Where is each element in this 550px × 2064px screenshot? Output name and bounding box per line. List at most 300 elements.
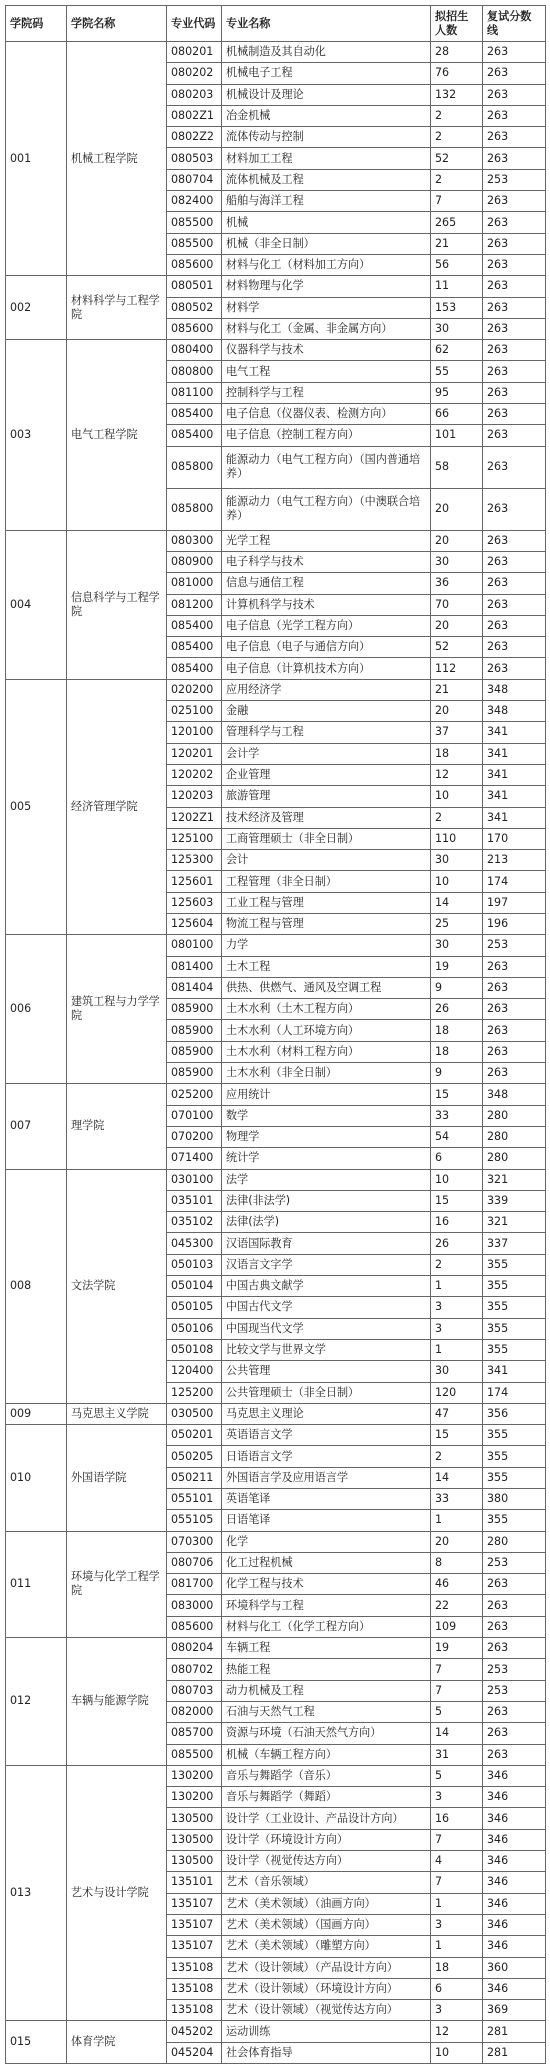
enrollment-cell: 2 [431, 1446, 483, 1467]
major-name-cell: 车辆工程 [222, 1638, 431, 1659]
cutoff-score-cell: 263 [483, 1041, 546, 1062]
major-name-cell: 热能工程 [222, 1659, 431, 1680]
major-name-cell: 金融 [222, 701, 431, 722]
major-code-cell: 125200 [167, 1382, 222, 1403]
major-name-cell: 旅游管理 [222, 786, 431, 807]
enrollment-cell: 6 [431, 1148, 483, 1169]
major-code-cell: 080204 [167, 1638, 222, 1659]
enrollment-cell: 12 [431, 2021, 483, 2042]
enrollment-cell: 52 [431, 637, 483, 658]
header-college-code: 学院码 [6, 6, 67, 42]
major-name-cell: 日语语言文学 [222, 1446, 431, 1467]
cutoff-score-cell: 263 [483, 594, 546, 615]
major-code-cell: 085500 [167, 1744, 222, 1765]
major-code-cell: 135108 [167, 1978, 222, 1999]
major-code-cell: 085900 [167, 999, 222, 1020]
table-row [6, 935, 546, 956]
cutoff-score-cell: 263 [483, 191, 546, 212]
major-code-cell: 135107 [167, 1914, 222, 1935]
enrollment-cell: 30 [431, 1361, 483, 1382]
major-name-cell: 中国古典文献学 [222, 1276, 431, 1297]
enrollment-cell: 1 [431, 1276, 483, 1297]
cutoff-score-cell: 263 [483, 1638, 546, 1659]
major-name-cell: 工程管理（非全日制） [222, 871, 431, 892]
major-code-cell: 085700 [167, 1723, 222, 1744]
enrollment-cell: 132 [431, 84, 483, 105]
major-name-cell: 运动训练 [222, 2021, 431, 2042]
cutoff-score-cell: 346 [483, 1936, 546, 1957]
major-name-cell: 机械（非全日制） [222, 233, 431, 254]
table-row [6, 276, 546, 297]
cutoff-score-cell: 280 [483, 1105, 546, 1126]
college-code-cell: 009 [6, 1403, 67, 1424]
enrollment-cell: 20 [431, 488, 483, 530]
cutoff-score-cell: 263 [483, 1616, 546, 1637]
major-code-cell: 080706 [167, 1552, 222, 1573]
major-name-cell: 能源动力（电气工程方向）（中澳联合培养） [222, 488, 431, 530]
enrollment-cell: 62 [431, 340, 483, 361]
cutoff-score-cell: 174 [483, 1382, 546, 1403]
cutoff-score-cell: 263 [483, 1744, 546, 1765]
cutoff-score-cell: 341 [483, 786, 546, 807]
major-code-cell: 081404 [167, 977, 222, 998]
major-code-cell: 080300 [167, 530, 222, 551]
major-name-cell: 光学工程 [222, 530, 431, 551]
major-name-cell: 艺术（设计领域）（视觉传达方向） [222, 2000, 431, 2021]
major-code-cell: 082400 [167, 191, 222, 212]
major-code-cell: 125601 [167, 871, 222, 892]
cutoff-score-cell: 346 [483, 1978, 546, 1999]
enrollment-cell: 36 [431, 573, 483, 594]
cutoff-score-cell: 356 [483, 1403, 546, 1424]
enrollment-cell: 10 [431, 871, 483, 892]
cutoff-score-cell: 355 [483, 1276, 546, 1297]
major-code-cell: 050104 [167, 1276, 222, 1297]
enrollment-cell: 76 [431, 63, 483, 84]
enrollment-cell: 5 [431, 1765, 483, 1786]
enrollment-cell: 120 [431, 1382, 483, 1403]
cutoff-score-cell: 263 [483, 212, 546, 233]
major-code-cell: 081400 [167, 956, 222, 977]
enrollment-cell: 30 [431, 850, 483, 871]
enrollment-cell: 110 [431, 828, 483, 849]
major-name-cell: 设计学（工业设计、产品设计方向） [222, 1808, 431, 1829]
cutoff-score-cell: 253 [483, 1659, 546, 1680]
cutoff-score-cell: 263 [483, 276, 546, 297]
cutoff-score-cell: 355 [483, 1339, 546, 1360]
major-code-cell: 045202 [167, 2021, 222, 2042]
major-code-cell: 025100 [167, 701, 222, 722]
cutoff-score-cell: 360 [483, 1957, 546, 1978]
major-code-cell: 085400 [167, 658, 222, 679]
major-code-cell: 085600 [167, 318, 222, 339]
enrollment-cell: 3 [431, 1787, 483, 1808]
major-code-cell: 125100 [167, 828, 222, 849]
table-row [6, 340, 546, 361]
table-row [6, 679, 546, 700]
major-code-cell: 035101 [167, 1190, 222, 1211]
major-name-cell: 材料与化工（金属、非金属方向） [222, 318, 431, 339]
college-name-cell: 外国语学院 [67, 1425, 167, 1531]
college-code-cell: 003 [6, 340, 67, 530]
major-code-cell: 085400 [167, 637, 222, 658]
cutoff-score-cell: 355 [483, 1510, 546, 1531]
cutoff-score-cell: 341 [483, 743, 546, 764]
enrollment-cell: 16 [431, 1808, 483, 1829]
major-code-cell: 050108 [167, 1339, 222, 1360]
major-name-cell: 仪器科学与技术 [222, 340, 431, 361]
enrollment-cell: 4 [431, 1851, 483, 1872]
enrollment-cell: 3 [431, 1318, 483, 1339]
major-code-cell: 0802Z2 [167, 127, 222, 148]
major-name-cell: 计算机科学与技术 [222, 594, 431, 615]
enrollment-cell: 2 [431, 807, 483, 828]
table-row [6, 1403, 546, 1424]
cutoff-score-cell: 355 [483, 1425, 546, 1446]
enrollment-cell: 21 [431, 233, 483, 254]
enrollment-cell: 20 [431, 1531, 483, 1552]
enrollment-cell: 2 [431, 105, 483, 126]
college-name-cell: 电气工程学院 [67, 340, 167, 530]
major-name-cell: 土木水利（土木工程方向） [222, 999, 431, 1020]
major-code-cell: 085500 [167, 212, 222, 233]
enrollment-cell: 46 [431, 1574, 483, 1595]
cutoff-score-cell: 263 [483, 318, 546, 339]
cutoff-score-cell: 280 [483, 1531, 546, 1552]
cutoff-score-cell: 346 [483, 1808, 546, 1829]
cutoff-score-cell: 263 [483, 404, 546, 425]
major-name-cell: 电子信息（光学工程方向） [222, 615, 431, 636]
major-name-cell: 比较文学与世界文学 [222, 1339, 431, 1360]
cutoff-score-cell: 281 [483, 2042, 546, 2063]
enrollment-cell: 31 [431, 1744, 483, 1765]
enrollment-cell: 37 [431, 722, 483, 743]
cutoff-score-cell: 346 [483, 1787, 546, 1808]
enrollment-cell: 11 [431, 276, 483, 297]
major-name-cell: 统计学 [222, 1148, 431, 1169]
enrollment-cell: 10 [431, 1169, 483, 1190]
college-code-cell: 007 [6, 1084, 67, 1169]
enrollment-cell: 7 [431, 1829, 483, 1850]
cutoff-score-cell: 263 [483, 977, 546, 998]
cutoff-score-cell: 341 [483, 722, 546, 743]
header-college-name: 学院名称 [67, 6, 167, 42]
major-code-cell: 120201 [167, 743, 222, 764]
enrollment-cell: 7 [431, 1872, 483, 1893]
cutoff-score-cell: 170 [483, 828, 546, 849]
cutoff-score-cell: 263 [483, 1701, 546, 1722]
enrollment-cell: 3 [431, 1297, 483, 1318]
major-code-cell: 050205 [167, 1446, 222, 1467]
cutoff-score-cell: 263 [483, 340, 546, 361]
major-code-cell: 125300 [167, 850, 222, 871]
major-name-cell: 法学 [222, 1169, 431, 1190]
header-major-code: 专业代码 [167, 6, 222, 42]
major-code-cell: 135108 [167, 1957, 222, 1978]
major-name-cell: 电子信息（仪器仪表、检测方向） [222, 404, 431, 425]
major-code-cell: 130200 [167, 1787, 222, 1808]
major-name-cell: 应用经济学 [222, 679, 431, 700]
major-name-cell: 机械 [222, 212, 431, 233]
cutoff-score-cell: 263 [483, 382, 546, 403]
enrollment-cell: 2 [431, 127, 483, 148]
major-name-cell: 艺术（设计领域）（产品设计方向） [222, 1957, 431, 1978]
major-code-cell: 045300 [167, 1233, 222, 1254]
major-code-cell: 080501 [167, 276, 222, 297]
header-major-name: 专业名称 [222, 6, 431, 42]
major-name-cell: 音乐与舞蹈学（音乐） [222, 1765, 431, 1786]
major-code-cell: 080900 [167, 551, 222, 572]
college-code-cell: 008 [6, 1169, 67, 1403]
major-code-cell: 080704 [167, 169, 222, 190]
major-name-cell: 会计学 [222, 743, 431, 764]
college-code-cell: 012 [6, 1638, 67, 1766]
major-code-cell: 085500 [167, 233, 222, 254]
major-name-cell: 英语笔译 [222, 1489, 431, 1510]
major-code-cell: 080800 [167, 361, 222, 382]
major-code-cell: 070100 [167, 1105, 222, 1126]
enrollment-cell: 6 [431, 1978, 483, 1999]
enrollment-cell: 30 [431, 935, 483, 956]
major-code-cell: 080203 [167, 84, 222, 105]
cutoff-score-cell: 263 [483, 1020, 546, 1041]
major-name-cell: 设计学（视觉传达方向） [222, 1851, 431, 1872]
cutoff-score-cell: 355 [483, 1467, 546, 1488]
cutoff-score-cell: 355 [483, 1446, 546, 1467]
enrollment-cell: 8 [431, 1552, 483, 1573]
cutoff-score-cell: 263 [483, 488, 546, 530]
enrollment-cell: 19 [431, 956, 483, 977]
enrollment-cell: 16 [431, 1212, 483, 1233]
major-code-cell: 070300 [167, 1531, 222, 1552]
major-name-cell: 公共管理 [222, 1361, 431, 1382]
table-row [6, 1084, 546, 1105]
major-code-cell: 050103 [167, 1254, 222, 1275]
major-name-cell: 汉语言文字学 [222, 1254, 431, 1275]
enrollment-cell: 18 [431, 1957, 483, 1978]
enrollment-cell: 2 [431, 1254, 483, 1275]
cutoff-score-cell: 263 [483, 446, 546, 488]
cutoff-score-cell: 346 [483, 1893, 546, 1914]
college-name-cell: 车辆与能源学院 [67, 1638, 167, 1766]
enrollment-cell: 54 [431, 1126, 483, 1147]
table-row [6, 530, 546, 551]
major-code-cell: 135107 [167, 1936, 222, 1957]
major-name-cell: 法律(非法学) [222, 1190, 431, 1211]
major-code-cell: 080503 [167, 148, 222, 169]
major-name-cell: 资源与环境（石油天然气方向） [222, 1723, 431, 1744]
enrollment-cell: 7 [431, 1680, 483, 1701]
enrollment-cell: 1 [431, 1936, 483, 1957]
enrollment-cell: 12 [431, 764, 483, 785]
enrollment-cell: 19 [431, 1638, 483, 1659]
major-code-cell: 050201 [167, 1425, 222, 1446]
enrollment-cell: 101 [431, 425, 483, 446]
enrollment-cell: 47 [431, 1403, 483, 1424]
major-name-cell: 土木水利（材料工程方向） [222, 1041, 431, 1062]
major-code-cell: 085600 [167, 254, 222, 275]
cutoff-score-cell: 281 [483, 2021, 546, 2042]
major-code-cell: 1202Z1 [167, 807, 222, 828]
enrollment-cell: 109 [431, 1616, 483, 1637]
enrollment-cell: 3 [431, 2000, 483, 2021]
major-code-cell: 082000 [167, 1701, 222, 1722]
enrollment-cell: 5 [431, 1701, 483, 1722]
enrollment-cell: 26 [431, 1233, 483, 1254]
cutoff-score-cell: 213 [483, 850, 546, 871]
major-code-cell: 125604 [167, 913, 222, 934]
major-code-cell: 085800 [167, 446, 222, 488]
cutoff-score-cell: 263 [483, 84, 546, 105]
major-name-cell: 环境科学与工程 [222, 1595, 431, 1616]
enrollment-cell: 15 [431, 1190, 483, 1211]
college-code-cell: 002 [6, 276, 67, 340]
major-code-cell: 080201 [167, 42, 222, 63]
cutoff-score-cell: 263 [483, 956, 546, 977]
header-cutoff-score: 复试分数线 [483, 6, 546, 42]
enrollment-cell: 66 [431, 404, 483, 425]
cutoff-score-cell: 346 [483, 1851, 546, 1872]
cutoff-score-cell: 346 [483, 1872, 546, 1893]
major-code-cell: 020200 [167, 679, 222, 700]
enrollment-cell: 14 [431, 892, 483, 913]
major-name-cell: 社会体育指导 [222, 2042, 431, 2063]
major-code-cell: 120400 [167, 1361, 222, 1382]
major-code-cell: 085900 [167, 1041, 222, 1062]
enrollment-cell: 15 [431, 1425, 483, 1446]
cutoff-score-cell: 263 [483, 63, 546, 84]
enrollment-cell: 30 [431, 551, 483, 572]
major-name-cell: 材料学 [222, 297, 431, 318]
major-code-cell: 070200 [167, 1126, 222, 1147]
enrollment-cell: 20 [431, 615, 483, 636]
major-code-cell: 120202 [167, 764, 222, 785]
table-row [6, 1169, 546, 1190]
cutoff-score-cell: 348 [483, 701, 546, 722]
cutoff-score-cell: 321 [483, 1169, 546, 1190]
major-code-cell: 083000 [167, 1595, 222, 1616]
table-row [6, 1765, 546, 1786]
major-name-cell: 供热、供燃气、通风及空调工程 [222, 977, 431, 998]
major-name-cell: 材料与化工（材料加工方向） [222, 254, 431, 275]
enrollment-cell: 14 [431, 1467, 483, 1488]
enrollment-cell: 2 [431, 169, 483, 190]
major-name-cell: 机械设计及理论 [222, 84, 431, 105]
enrollment-cell: 9 [431, 1063, 483, 1084]
cutoff-score-cell: 263 [483, 637, 546, 658]
enrollment-cell: 1 [431, 1510, 483, 1531]
enrollment-cell: 58 [431, 446, 483, 488]
enrollment-cell: 3 [431, 1914, 483, 1935]
enrollment-cell: 28 [431, 42, 483, 63]
cutoff-score-cell: 263 [483, 105, 546, 126]
cutoff-score-cell: 263 [483, 233, 546, 254]
cutoff-score-cell: 341 [483, 764, 546, 785]
major-name-cell: 机械电子工程 [222, 63, 431, 84]
major-name-cell: 技术经济及管理 [222, 807, 431, 828]
major-name-cell: 艺术（美术领域）（国画方向） [222, 1914, 431, 1935]
major-name-cell: 企业管理 [222, 764, 431, 785]
major-code-cell: 120100 [167, 722, 222, 743]
major-code-cell: 081200 [167, 594, 222, 615]
enrollment-cell: 14 [431, 1723, 483, 1744]
major-name-cell: 化工过程机械 [222, 1552, 431, 1573]
table-row [6, 1638, 546, 1659]
major-code-cell: 050106 [167, 1318, 222, 1339]
admission-table [5, 5, 546, 2064]
cutoff-score-cell: 263 [483, 361, 546, 382]
enrollment-cell: 18 [431, 743, 483, 764]
cutoff-score-cell: 263 [483, 42, 546, 63]
major-name-cell: 中国现当代文学 [222, 1318, 431, 1339]
enrollment-cell: 18 [431, 1020, 483, 1041]
cutoff-score-cell: 337 [483, 1233, 546, 1254]
major-code-cell: 071400 [167, 1148, 222, 1169]
major-name-cell: 艺术（美术领域）（雕塑方向） [222, 1936, 431, 1957]
major-code-cell: 050211 [167, 1467, 222, 1488]
major-code-cell: 080702 [167, 1659, 222, 1680]
cutoff-score-cell: 346 [483, 1914, 546, 1935]
major-code-cell: 080100 [167, 935, 222, 956]
enrollment-cell: 18 [431, 1041, 483, 1062]
major-name-cell: 土木工程 [222, 956, 431, 977]
major-name-cell: 物流工程与管理 [222, 913, 431, 934]
enrollment-cell: 33 [431, 1489, 483, 1510]
major-code-cell: 080502 [167, 297, 222, 318]
major-name-cell: 英语语言文学 [222, 1425, 431, 1446]
cutoff-score-cell: 263 [483, 999, 546, 1020]
college-name-cell: 体育学院 [67, 2021, 167, 2064]
major-name-cell: 汉语国际教育 [222, 1233, 431, 1254]
enrollment-cell: 52 [431, 148, 483, 169]
cutoff-score-cell: 263 [483, 127, 546, 148]
major-code-cell: 025200 [167, 1084, 222, 1105]
major-code-cell: 0802Z1 [167, 105, 222, 126]
major-name-cell: 音乐与舞蹈学（舞蹈） [222, 1787, 431, 1808]
enrollment-cell: 22 [431, 1595, 483, 1616]
major-name-cell: 公共管理硕士（非全日制） [222, 1382, 431, 1403]
major-name-cell: 动力机械及工程 [222, 1680, 431, 1701]
major-name-cell: 力学 [222, 935, 431, 956]
major-code-cell: 055101 [167, 1489, 222, 1510]
major-code-cell: 130200 [167, 1765, 222, 1786]
major-code-cell: 135101 [167, 1872, 222, 1893]
enrollment-cell: 56 [431, 254, 483, 275]
college-name-cell: 环境与化学工程学院 [67, 1531, 167, 1637]
college-code-cell: 015 [6, 2021, 67, 2064]
enrollment-cell: 265 [431, 212, 483, 233]
major-name-cell: 石油与天然气工程 [222, 1701, 431, 1722]
college-code-cell: 004 [6, 530, 67, 679]
major-name-cell: 土木水利（人工环境方向） [222, 1020, 431, 1041]
major-code-cell: 130500 [167, 1829, 222, 1850]
major-name-cell: 外国语言学及应用语言学 [222, 1467, 431, 1488]
major-name-cell: 数学 [222, 1105, 431, 1126]
major-code-cell: 135107 [167, 1893, 222, 1914]
cutoff-score-cell: 263 [483, 1595, 546, 1616]
enrollment-cell: 1 [431, 1893, 483, 1914]
enrollment-cell: 95 [431, 382, 483, 403]
table-row [6, 2021, 546, 2042]
enrollment-cell: 30 [431, 318, 483, 339]
major-code-cell: 085600 [167, 1616, 222, 1637]
cutoff-score-cell: 263 [483, 1574, 546, 1595]
major-code-cell: 081100 [167, 382, 222, 403]
major-name-cell: 电子信息（控制工程方向） [222, 425, 431, 446]
cutoff-score-cell: 263 [483, 530, 546, 551]
cutoff-score-cell: 341 [483, 807, 546, 828]
major-code-cell: 081000 [167, 573, 222, 594]
